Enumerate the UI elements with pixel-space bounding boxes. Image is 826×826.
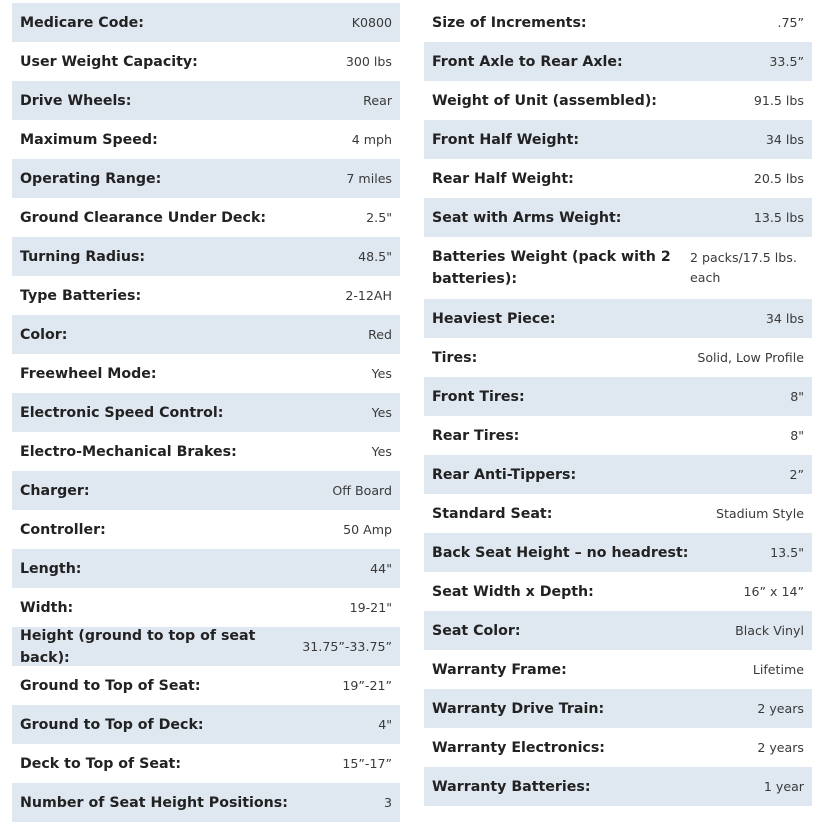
- spec-label: Front Axle to Rear Axle:: [432, 53, 623, 70]
- spec-row: [12, 705, 400, 744]
- spec-value: Red: [368, 326, 392, 342]
- spec-value: 2 packs/17.5 lbs. each: [690, 250, 797, 285]
- spec-value: 19-21": [349, 599, 392, 615]
- spec-value: 3: [383, 794, 392, 810]
- spec-label: Rear Anti-Tippers:: [432, 466, 577, 483]
- spec-label: Weight of Unit (assembled):: [432, 92, 657, 109]
- spec-value: 8": [790, 388, 804, 404]
- spec-row: [12, 510, 400, 549]
- spec-row: [12, 315, 400, 354]
- spec-value: 44": [370, 560, 392, 576]
- spec-label: Width:: [20, 599, 74, 616]
- spec-value: 20.5 lbs: [753, 170, 804, 186]
- specs-column-left: [12, 3, 400, 822]
- spec-value: Solid, Low Profile: [697, 349, 804, 365]
- spec-value: 4": [378, 716, 392, 732]
- spec-value: 34 lbs: [765, 310, 804, 326]
- spec-label: Number of Seat Height Positions:: [20, 794, 288, 811]
- spec-value: .75”: [777, 14, 804, 30]
- spec-label: Rear Tires:: [432, 427, 520, 444]
- spec-value: 2.5": [366, 209, 392, 225]
- spec-row: [12, 237, 400, 276]
- spec-label: Controller:: [20, 521, 106, 538]
- spec-label: Color:: [20, 326, 68, 343]
- spec-label: User Weight Capacity:: [20, 53, 198, 70]
- spec-value: 13.5 lbs: [753, 209, 804, 225]
- spec-row: [424, 3, 812, 42]
- spec-row: [424, 728, 812, 767]
- spec-value: Yes: [371, 365, 392, 381]
- spec-label: Warranty Batteries:: [432, 778, 591, 795]
- spec-row: [12, 666, 400, 705]
- spec-label: Deck to Top of Seat:: [20, 755, 182, 772]
- spec-label: Type Batteries:: [20, 287, 142, 304]
- spec-label: Seat with Arms Weight:: [432, 209, 622, 226]
- spec-row: [12, 549, 400, 588]
- spec-row: [12, 588, 400, 627]
- spec-value: 2”: [789, 466, 804, 482]
- spec-value: 2-12AH: [345, 287, 392, 303]
- spec-value: 2 years: [757, 739, 804, 755]
- spec-label: Medicare Code:: [20, 14, 144, 31]
- spec-row: [424, 338, 812, 377]
- spec-label: Warranty Frame:: [432, 661, 567, 678]
- spec-row: [12, 627, 400, 666]
- spec-label: Ground to Top of Seat:: [20, 677, 201, 694]
- spec-label: Drive Wheels:: [20, 92, 132, 109]
- spec-row: [424, 767, 812, 806]
- spec-value: 15”-17”: [342, 755, 392, 771]
- spec-label: Standard Seat:: [432, 505, 553, 522]
- spec-value: 31.75”-33.75”: [302, 638, 392, 654]
- spec-value: K0800: [351, 14, 392, 30]
- spec-value: Black Vinyl: [735, 622, 804, 638]
- spec-row: [424, 299, 812, 338]
- spec-label: Electronic Speed Control:: [20, 404, 224, 421]
- spec-row: [424, 198, 812, 237]
- spec-value: Stadium Style: [715, 505, 804, 521]
- spec-row: [12, 120, 400, 159]
- spec-label: Heaviest Piece:: [432, 310, 556, 327]
- spec-value: Off Board: [332, 482, 392, 498]
- spec-value: 300 lbs: [345, 53, 392, 69]
- spec-row: [12, 276, 400, 315]
- spec-row: [12, 3, 400, 42]
- spec-row: [424, 689, 812, 728]
- spec-row: [12, 393, 400, 432]
- spec-value: 33.5”: [769, 53, 804, 69]
- spec-row: [424, 650, 812, 689]
- spec-row: [424, 237, 812, 299]
- spec-value: 8": [790, 427, 804, 443]
- spec-value: 16” x 14”: [743, 583, 804, 599]
- spec-value: Yes: [371, 443, 392, 459]
- spec-value: 1 year: [763, 778, 804, 794]
- spec-label: Turning Radius:: [20, 248, 146, 265]
- spec-row: [424, 494, 812, 533]
- spec-row: [12, 783, 400, 822]
- spec-row: [424, 81, 812, 120]
- spec-value: 2 years: [757, 700, 804, 716]
- spec-label: Charger:: [20, 482, 90, 499]
- spec-value: Lifetime: [752, 661, 804, 677]
- spec-row: [12, 432, 400, 471]
- spec-value: 34 lbs: [765, 131, 804, 147]
- spec-label: Back Seat Height – no headrest:: [432, 544, 689, 561]
- spec-label: Ground to Top of Deck:: [20, 716, 204, 733]
- spec-row: [424, 416, 812, 455]
- spec-row: [424, 611, 812, 650]
- spec-row: [424, 572, 812, 611]
- spec-row: [12, 744, 400, 783]
- spec-label: Operating Range:: [20, 170, 162, 187]
- spec-label: Seat Width x Depth:: [432, 583, 594, 600]
- spec-label: Warranty Drive Train:: [432, 700, 605, 717]
- spec-row: [424, 120, 812, 159]
- spec-label: Front Tires:: [432, 388, 525, 405]
- spec-row: [12, 354, 400, 393]
- spec-value: 91.5 lbs: [753, 92, 804, 108]
- spec-label: Height (ground to top of seat back):: [20, 627, 256, 666]
- spec-label: Seat Color:: [432, 622, 521, 639]
- spec-value: 48.5": [358, 248, 392, 264]
- spec-row: [424, 455, 812, 494]
- spec-row: [424, 159, 812, 198]
- spec-label: Size of Increments:: [432, 14, 587, 31]
- spec-label: Batteries Weight (pack with 2 batteries):: [432, 249, 671, 287]
- spec-value: 7 miles: [346, 170, 392, 186]
- spec-row: [12, 159, 400, 198]
- spec-value: 13.5": [770, 544, 804, 560]
- spec-label: Electro-Mechanical Brakes:: [20, 443, 237, 460]
- spec-label: Rear Half Weight:: [432, 170, 574, 187]
- spec-row: [12, 42, 400, 81]
- spec-row: [424, 377, 812, 416]
- spec-row: [12, 471, 400, 510]
- spec-row: [12, 198, 400, 237]
- spec-row: [424, 533, 812, 572]
- spec-row: [12, 81, 400, 120]
- spec-label: Tires:: [432, 349, 478, 366]
- spec-label: Maximum Speed:: [20, 131, 158, 148]
- spec-value: 4 mph: [351, 131, 392, 147]
- spec-label: Ground Clearance Under Deck:: [20, 209, 267, 226]
- spec-value: 19”-21”: [342, 677, 392, 693]
- spec-label: Warranty Electronics:: [432, 739, 605, 756]
- spec-label: Length:: [20, 560, 82, 577]
- specs-column-right: [424, 3, 812, 806]
- spec-label: Freewheel Mode:: [20, 365, 157, 382]
- spec-value: Yes: [371, 404, 392, 420]
- spec-value: Rear: [363, 92, 392, 108]
- spec-row: [424, 42, 812, 81]
- spec-value: 50 Amp: [343, 521, 392, 537]
- spec-label: Front Half Weight:: [432, 131, 580, 148]
